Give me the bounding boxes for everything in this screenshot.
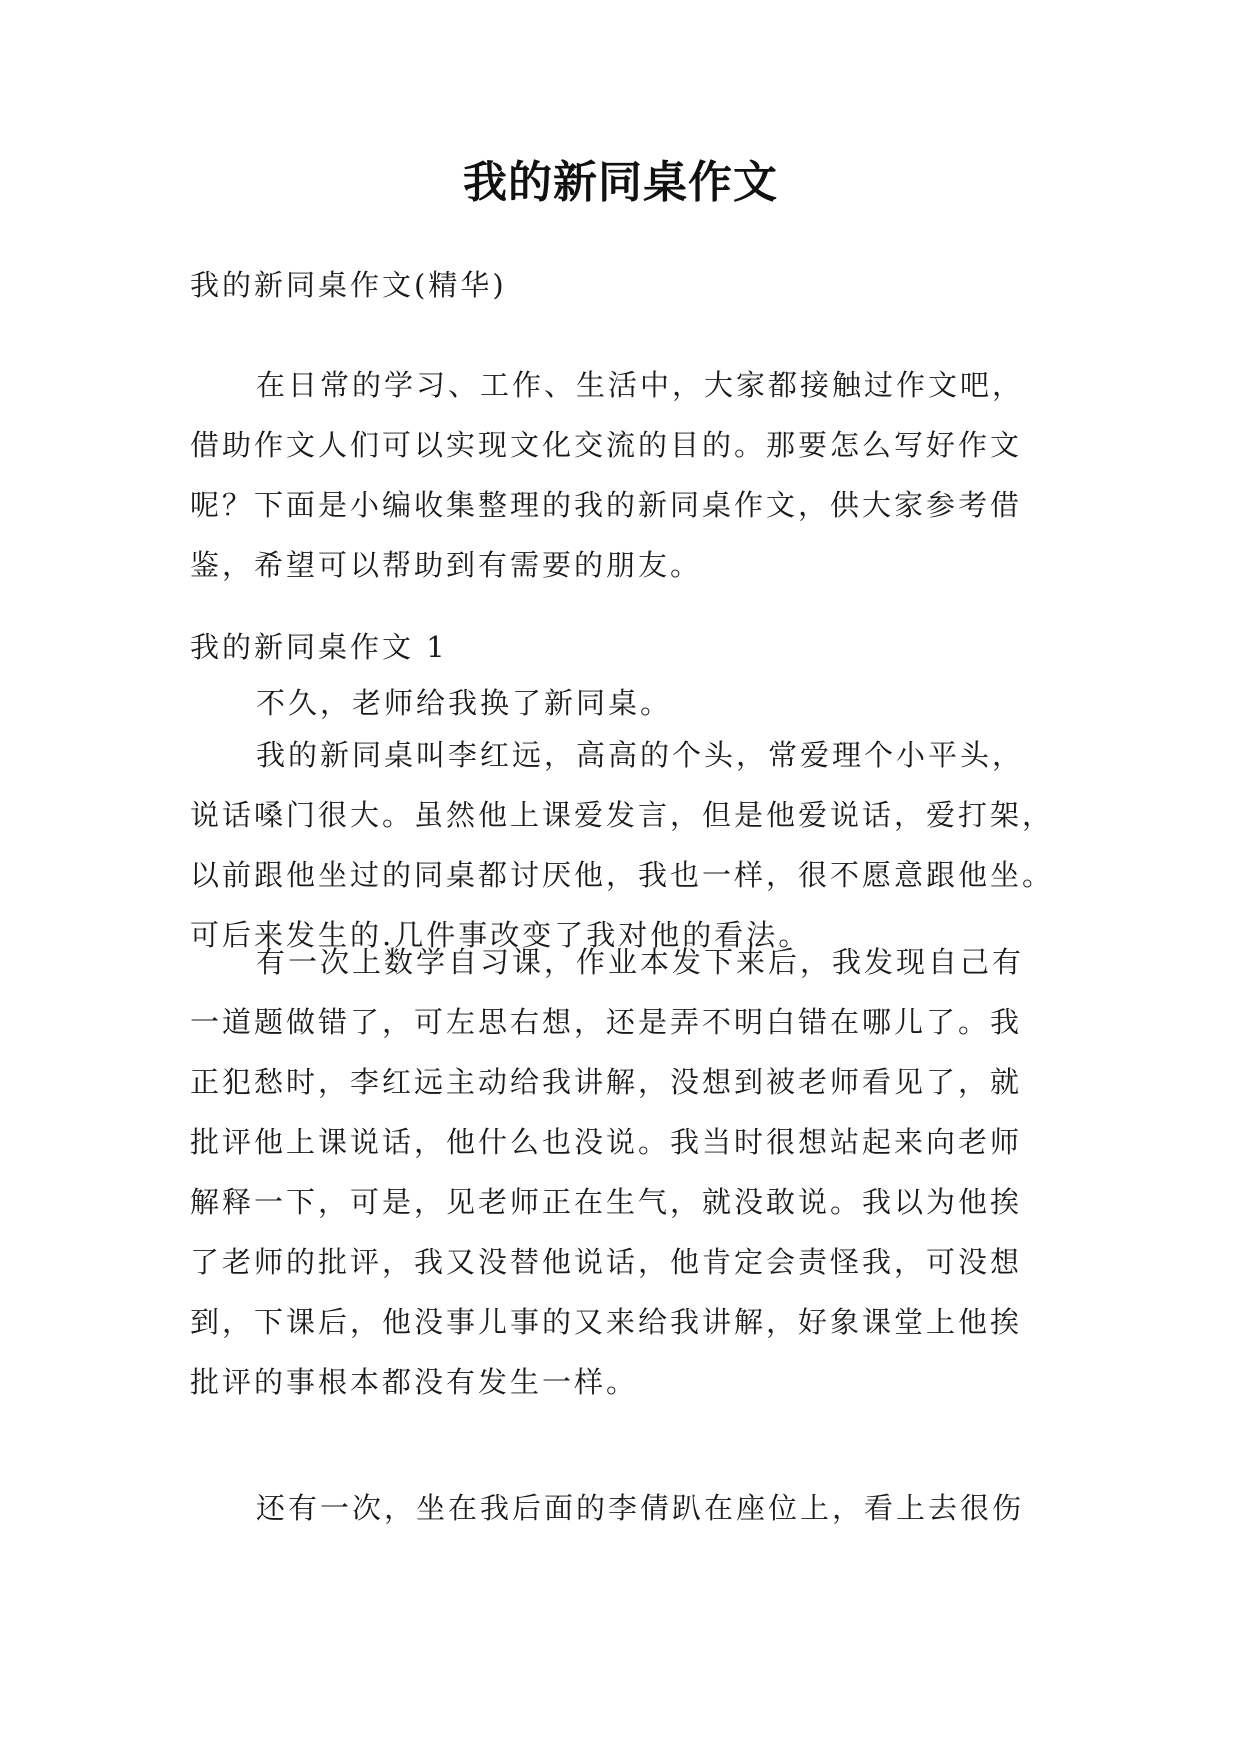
paragraph-4 — [190, 1478, 1050, 1538]
text-line: 我的新同桌叫李红远，高高的个头，常爱理个小平头， — [256, 738, 1025, 772]
text-line: 还有一次，坐在我后面的李倩趴在座位上，看上去很伤 — [256, 1491, 1025, 1525]
section-heading — [190, 617, 1050, 677]
section-heading-text: 我的新同桌作文 1 — [190, 630, 448, 664]
text-line: 以前跟他坐过的同桌都讨厌他，我也一样，很不愿意跟他坐。 — [190, 858, 1055, 892]
text-line: 了老师的批评，我又没替他说话，他肯定会责怪我，可没想 — [190, 1245, 1023, 1279]
text-line: 解释一下，可是，见老师正在生气，就没敢说。我以为他挨 — [190, 1185, 1023, 1219]
paragraph-2 — [190, 725, 1055, 965]
paragraph-3 — [190, 932, 1050, 1412]
text-line: 鉴，希望可以帮助到有需要的朋友。 — [190, 548, 703, 582]
text-line: 呢？下面是小编收集整理的我的新同桌作文，供大家参考借 — [190, 488, 1023, 522]
text-line: 不久，老师给我换了新同桌。 — [256, 686, 673, 720]
text-line: 说话嗓门很大。虽然他上课爱发言，但是他爱说话，爱打架， — [190, 798, 1055, 832]
text-line: 批评的事根本都没有发生一样。 — [190, 1365, 639, 1399]
text-line: 到，下课后，他没事儿事的又来给我讲解，好象课堂上他挨 — [190, 1305, 1023, 1339]
document-title: 我的新同桌作文 — [463, 157, 778, 208]
text-line: 正犯愁时，李红远主动给我讲解，没想到被老师看见了，就 — [190, 1065, 1023, 1099]
text-line: 可后来发生的.几件事改变了我对他的看法。 — [190, 918, 811, 952]
subtitle-line: 我的新同桌作文(精华) — [190, 268, 507, 302]
text-line: 在日常的学习、工作、生活中，大家都接触过作文吧， — [256, 368, 1025, 402]
paragraph-1 — [190, 673, 1050, 733]
text-line: 有一次上数学自习课，作业本发下来后，我发现自己有 — [256, 945, 1025, 979]
text-line: 借助作文人们可以实现文化交流的目的。那要怎么写好作文 — [190, 428, 1023, 462]
text-line: 一道题做错了，可左思右想，还是弄不明白错在哪儿了。我 — [190, 1005, 1023, 1039]
text-line: 批评他上课说话，他什么也没说。我当时很想站起来向老师 — [190, 1125, 1023, 1159]
document-subtitle — [190, 255, 1050, 315]
intro-paragraph — [190, 355, 1050, 595]
